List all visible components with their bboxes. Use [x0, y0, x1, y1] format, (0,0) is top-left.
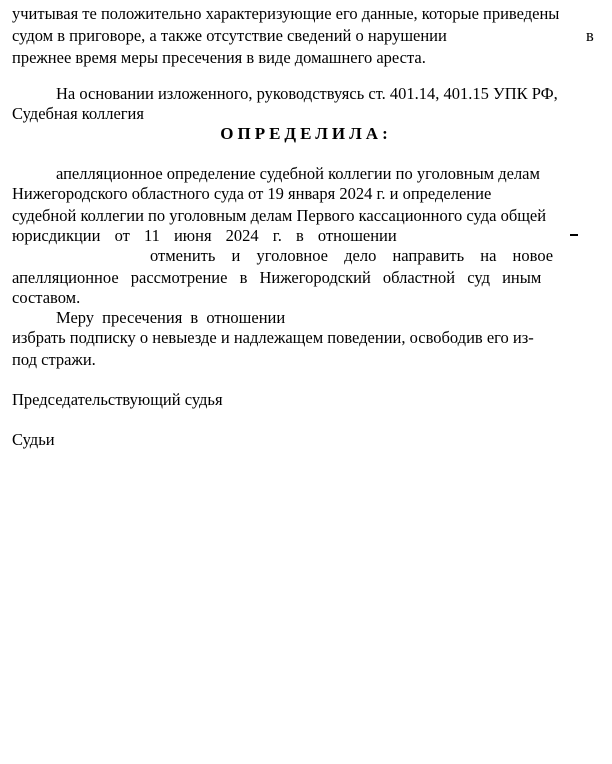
decision-line: отменить и уголовное дело направить на новое [150, 246, 554, 265]
decision-line: Нижегородского областного суда от 19 января 2024 г. и определение [12, 184, 492, 203]
decision-heading: ОПРЕДЕЛИЛА: [220, 124, 392, 143]
decision-line: юрисдикции от 11 июня 2024 г. в отношении [12, 226, 397, 245]
paragraph-line-fragment: в [586, 26, 594, 45]
decision-line: апелляционное определение судебной коллегии по уголовным делам [56, 164, 540, 183]
paragraph-line: учитывая те положительно характеризующие его данные, которые приведены [12, 4, 560, 23]
decision-line: составом. [12, 288, 81, 307]
basis-line: На основании изложенного, руководствуясь ст. 401.14, 401.15 УПК РФ, [56, 84, 558, 103]
measure-line: под стражи. [12, 350, 96, 369]
paragraph-line: прежнее время меры пресечения в виде домашнего ареста. [12, 48, 426, 67]
redaction-dash [570, 234, 578, 236]
paragraph-line: судом в приговоре, а также отсутствие сведений о нарушении [12, 26, 447, 45]
measure-line: Меру пресечения в отношении [56, 308, 286, 327]
basis-line: Судебная коллегия [12, 104, 144, 123]
judges-signature: Судьи [12, 430, 55, 449]
decision-line: судебной коллегии по уголовным делам Первого кассационного суда общей [12, 206, 547, 225]
presiding-judge-signature: Председательствующий судья [12, 390, 223, 409]
decision-line: апелляционное рассмотрение в Нижегородский областной суд иным [12, 268, 542, 287]
measure-line: избрать подписку о невыезде и надлежащем поведении, освободив его из- [12, 328, 534, 347]
